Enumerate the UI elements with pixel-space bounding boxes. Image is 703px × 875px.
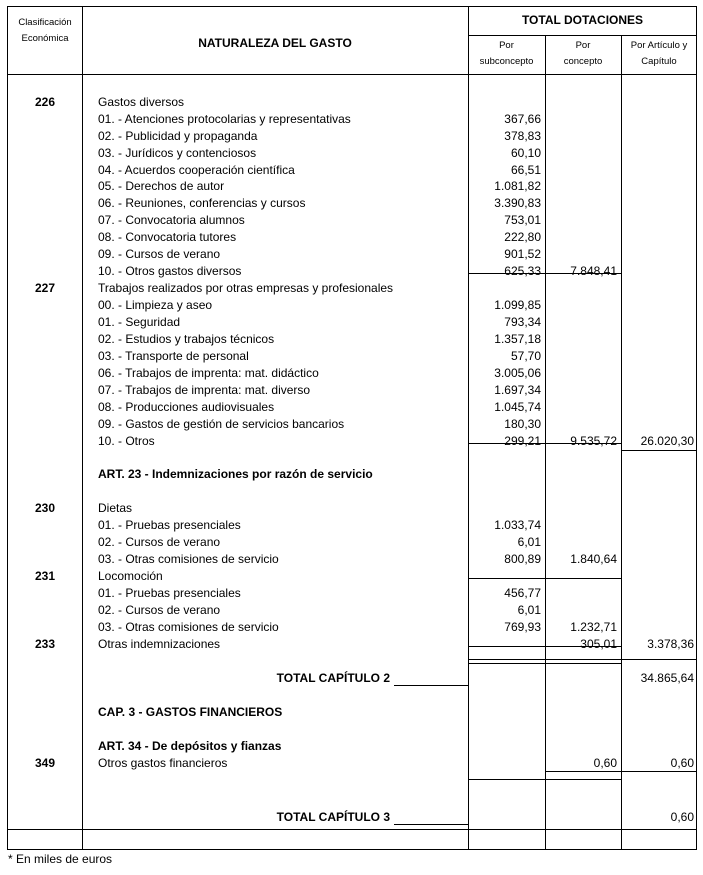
value-concepto: 9.535,72 [570,434,617,448]
row-label: 06. - Trabajos de imprenta: mat. didáctico [98,366,319,380]
value-subconcepto: 3.390,83 [494,196,541,210]
subtotal-rule [468,273,621,274]
value-subconcepto: 901,52 [504,247,541,261]
value-subconcepto: 66,51 [510,163,541,177]
header-por-concepto [545,38,621,70]
subtotal-rule [468,646,621,647]
subtotal-rule [468,779,621,780]
row-label: 00. - Limpieza y aseo [98,298,213,312]
header-por-concepto-line1: Por [575,40,591,51]
value-articulo: 3.378,36 [647,637,694,651]
value-concepto: 1.232,71 [570,620,617,634]
header-clasificacion [8,15,82,47]
header-por-articulo-line2: Capítulo [641,56,677,67]
value-subconcepto: 222,80 [504,230,541,244]
header-subdivider [468,35,696,36]
cap2-separator [468,659,696,660]
header-bottom-line [8,74,696,75]
row-label: 02. - Publicidad y propaganda [98,129,258,143]
value-subconcepto: 1.081,82 [494,179,541,193]
header-por-articulo-line1: Por Artículo y [630,40,688,51]
header-total-dotaciones: TOTAL DOTACIONES [521,13,644,27]
subtotal-rule [468,443,621,444]
row-code: 231 [34,569,56,583]
row-label: Trabajos realizados por otras empresas y profesionales [98,281,394,295]
value-subconcepto: 378,83 [504,129,541,143]
row-label: 06. - Reuniones, conferencias y cursos [98,196,306,210]
value-subconcepto: 1.357,18 [494,332,541,346]
row-label: Locomoción [98,569,163,583]
value-subconcepto: 625,33 [504,264,541,278]
row-label: 08. - Producciones audiovisuales [98,400,275,414]
header-clasificacion-line2: Económica [21,33,69,44]
value-subconcepto: 769,93 [504,620,541,634]
total-label: TOTAL CAPÍTULO 3 [276,810,390,824]
value-subconcepto: 1.033,74 [494,518,541,532]
value-subconcepto: 456,77 [504,586,541,600]
row-label: 03. - Jurídicos y contenciosos [98,146,257,160]
value-subconcepto: 6,01 [517,603,541,617]
row-label: 10. - Otros gastos diversos [98,264,242,278]
row-label: Gastos diversos [98,95,185,109]
row-code: 349 [34,756,56,770]
row-label: 09. - Gastos de gestión de servicios bancarios [98,417,345,431]
row-label: 03. - Otras comisiones de servicio [98,552,279,566]
row-label: 01. - Seguridad [98,315,181,329]
row-label: Otros gastos financieros [98,756,228,770]
total-label: TOTAL CAPÍTULO 2 [276,671,390,685]
value-articulo: 0,60 [670,756,694,770]
row-label: 05. - Derechos de autor [98,179,225,193]
value-subconcepto: 60,10 [510,146,541,160]
row-label: 08. - Convocatoria tutores [98,230,237,244]
row-label: 04. - Acuerdos cooperación científica [98,163,295,177]
value-subconcepto: 57,70 [510,349,541,363]
value-subconcepto: 800,89 [504,552,541,566]
row-label: 01. - Pruebas presenciales [98,518,241,532]
value-subconcepto: 3.005,06 [494,366,541,380]
total-underline [394,824,468,825]
row-code: 227 [34,281,56,295]
art22-separator [621,450,696,451]
row-label: 02. - Estudios y trabajos técnicos [98,332,275,346]
row-label: 02. - Cursos de verano [98,535,221,549]
value-articulo: 26.020,30 [640,434,694,448]
row-label: Otras indemnizaciones [98,637,221,651]
value-concepto: 1.840,64 [570,552,617,566]
value-subconcepto: 1.697,34 [494,383,541,397]
table-bottom-separator [8,829,696,830]
value-concepto: 7.848,41 [570,264,617,278]
value-concepto: 0,60 [593,756,617,770]
col-divider-code [82,7,83,849]
row-label: 02. - Cursos de verano [98,603,221,617]
value-articulo: 0,60 [670,810,694,824]
value-subconcepto: 793,34 [504,315,541,329]
value-subconcepto: 1.099,85 [494,298,541,312]
section-heading: ART. 34 - De depósitos y fianzas [98,739,282,753]
header-por-subconcepto-line2: subconcepto [479,56,534,67]
header-por-subconcepto [468,38,545,70]
row-label: 03. - Otras comisiones de servicio [98,620,279,634]
section-heading: CAP. 3 - GASTOS FINANCIEROS [98,705,283,719]
row-label: 10. - Otros [98,434,155,448]
subtotal-rule [468,663,621,664]
subtotal-rule [468,578,621,579]
value-subconcepto: 753,01 [504,213,541,227]
row-label: 03. - Transporte de personal [98,349,249,363]
cap3-separator [545,771,696,772]
value-subconcepto: 1.045,74 [494,400,541,414]
header-por-concepto-line2: concepto [563,56,603,67]
header-por-subconcepto-line1: Por [499,40,514,51]
value-subconcepto: 180,30 [504,417,541,431]
header-clasificacion-line1: Clasificación [18,17,72,28]
row-code: 226 [34,95,56,109]
row-label: 01. - Atenciones protocolarias y representativas [98,112,351,126]
row-code: 233 [34,637,56,651]
row-label: 09. - Cursos de verano [98,247,221,261]
value-subconcepto: 299,21 [504,434,541,448]
row-label: Dietas [98,501,133,515]
value-subconcepto: 6,01 [517,535,541,549]
row-label: 01. - Pruebas presenciales [98,586,241,600]
footnote: * En miles de euros [8,852,113,866]
total-underline [394,685,468,686]
budget-table [7,6,697,850]
value-articulo: 34.865,64 [640,671,694,685]
section-heading: ART. 23 - Indemnizaciones por razón de servicio [98,467,373,481]
value-subconcepto: 367,66 [504,112,541,126]
header-por-articulo [621,38,697,70]
value-concepto: 305,01 [580,637,617,651]
row-label: 07. - Trabajos de imprenta: mat. diverso [98,383,311,397]
row-code: 230 [34,501,56,515]
row-label: 07. - Convocatoria alumnos [98,213,245,227]
header-naturaleza: NATURALEZA DEL GASTO [198,36,352,50]
